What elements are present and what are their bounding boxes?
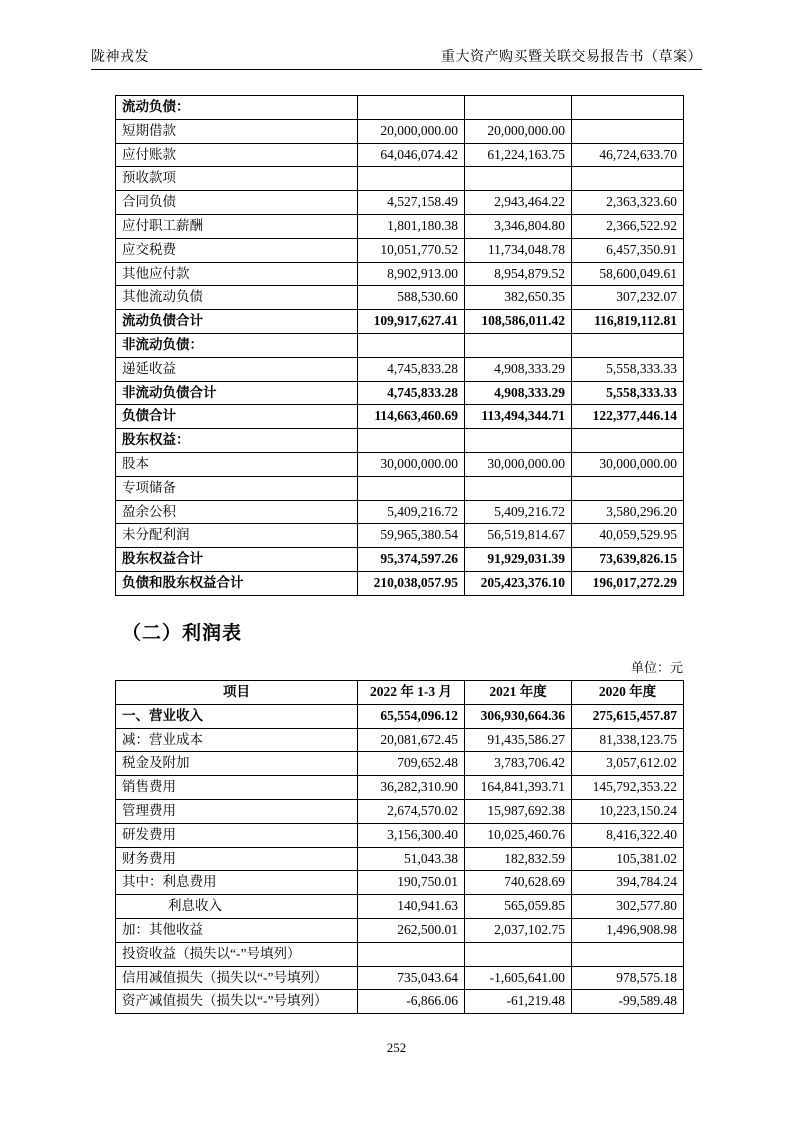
row-label: 盈余公积 (116, 500, 358, 524)
row-label: 未分配利润 (116, 524, 358, 548)
row-value (465, 333, 572, 357)
table-row (116, 966, 684, 990)
row-label: 负债和股东权益合计 (116, 571, 358, 595)
row-value: 51,043.38 (358, 847, 465, 871)
row-value: 4,908,333.29 (465, 357, 572, 381)
column-header: 2020 年度 (572, 681, 684, 705)
row-value: 113,494,344.71 (465, 405, 572, 429)
row-value: 114,663,460.69 (358, 405, 465, 429)
row-label: 应付账款 (116, 143, 358, 167)
row-value (572, 333, 684, 357)
table-row (116, 191, 684, 215)
row-value: 394,784.24 (572, 871, 684, 895)
table-row (116, 847, 684, 871)
table-row (116, 728, 684, 752)
row-value (358, 476, 465, 500)
table-row (116, 918, 684, 942)
row-label: 股东权益合计 (116, 548, 358, 572)
row-label: 合同负债 (116, 191, 358, 215)
row-value: 140,941.63 (358, 895, 465, 919)
row-value: -99,589.48 (572, 990, 684, 1014)
row-value: 182,832.59 (465, 847, 572, 871)
row-value: 5,409,216.72 (358, 500, 465, 524)
row-value: 740,628.69 (465, 871, 572, 895)
row-value: 306,930,664.36 (465, 704, 572, 728)
table-row (116, 871, 684, 895)
row-label: 流动负债： (116, 96, 358, 120)
row-value: 2,674,570.02 (358, 799, 465, 823)
table-row (116, 167, 684, 191)
row-value: 205,423,376.10 (465, 571, 572, 595)
table-row (116, 942, 684, 966)
row-value (465, 429, 572, 453)
row-value: 15,987,692.38 (465, 799, 572, 823)
row-value: 307,232.07 (572, 286, 684, 310)
table-row (116, 333, 684, 357)
row-label: 预收款项 (116, 167, 358, 191)
row-value: 108,586,011.42 (465, 310, 572, 334)
row-value: 190,750.01 (358, 871, 465, 895)
row-value: 5,558,333.33 (572, 381, 684, 405)
row-label: 其他应付款 (116, 262, 358, 286)
table-row (116, 262, 684, 286)
row-value: 109,917,627.41 (358, 310, 465, 334)
row-value (358, 96, 465, 120)
row-value: 2,943,464.22 (465, 191, 572, 215)
row-value: 4,745,833.28 (358, 381, 465, 405)
row-label: 其他流动负债 (116, 286, 358, 310)
row-label: 销售费用 (116, 776, 358, 800)
row-value: 3,346,804.80 (465, 214, 572, 238)
table-row (116, 143, 684, 167)
row-label: 投资收益（损失以“-”号填列） (116, 942, 358, 966)
row-value: 2,037,102.75 (465, 918, 572, 942)
table-row (116, 571, 684, 595)
row-value: 116,819,112.81 (572, 310, 684, 334)
row-value: 20,081,672.45 (358, 728, 465, 752)
row-value: 588,530.60 (358, 286, 465, 310)
row-value: 61,224,163.75 (465, 143, 572, 167)
page-number: 252 (386, 1040, 407, 1055)
row-value: 3,783,706.42 (465, 752, 572, 776)
row-value: 105,381.02 (572, 847, 684, 871)
row-label: 研发费用 (116, 823, 358, 847)
row-value: 81,338,123.75 (572, 728, 684, 752)
row-value: 2,366,522.92 (572, 214, 684, 238)
row-value: 91,929,031.39 (465, 548, 572, 572)
table-row (116, 823, 684, 847)
row-value: 20,000,000.00 (358, 119, 465, 143)
table-row (116, 548, 684, 572)
row-value (358, 333, 465, 357)
row-value: 36,282,310.90 (358, 776, 465, 800)
row-label: 一、营业收入 (116, 704, 358, 728)
row-value: 4,908,333.29 (465, 381, 572, 405)
table-row (116, 500, 684, 524)
row-value: 5,409,216.72 (465, 500, 572, 524)
row-value (572, 167, 684, 191)
row-value: 3,057,612.02 (572, 752, 684, 776)
table-row (116, 895, 684, 919)
row-value (572, 476, 684, 500)
row-value: 10,025,460.76 (465, 823, 572, 847)
row-value (465, 167, 572, 191)
row-value: 3,156,300.40 (358, 823, 465, 847)
row-value: 30,000,000.00 (358, 452, 465, 476)
row-label: 管理费用 (116, 799, 358, 823)
row-value: 196,017,272.29 (572, 571, 684, 595)
row-value: 65,554,096.12 (358, 704, 465, 728)
row-value: -1,605,641.00 (465, 966, 572, 990)
row-value: 10,223,150.24 (572, 799, 684, 823)
table-row (116, 476, 684, 500)
row-value: 1,801,180.38 (358, 214, 465, 238)
header-divider (91, 69, 702, 70)
row-value: 30,000,000.00 (572, 452, 684, 476)
income-statement-body (116, 704, 684, 1013)
row-value: 565,059.85 (465, 895, 572, 919)
row-value: 275,615,457.87 (572, 704, 684, 728)
row-label: 股本 (116, 452, 358, 476)
row-label: 应交税费 (116, 238, 358, 262)
row-value: 4,527,158.49 (358, 191, 465, 215)
row-value: 91,435,586.27 (465, 728, 572, 752)
column-header: 2021 年度 (465, 681, 572, 705)
row-value (465, 942, 572, 966)
table-row (116, 214, 684, 238)
row-value: 302,577.80 (572, 895, 684, 919)
row-value: 210,038,057.95 (358, 571, 465, 595)
row-label: 利息收入 (116, 895, 358, 919)
row-value (358, 429, 465, 453)
row-value: -61,219.48 (465, 990, 572, 1014)
row-value (358, 942, 465, 966)
header-left-title: 陇神戎发 (91, 50, 149, 65)
row-label: 资产减值损失（损失以“-”号填列） (116, 990, 358, 1014)
section-title: （二）利润表 (122, 623, 243, 644)
row-label: 减：营业成本 (116, 728, 358, 752)
row-label: 股东权益： (116, 429, 358, 453)
row-value: 3,580,296.20 (572, 500, 684, 524)
table-row (116, 752, 684, 776)
row-value: -6,866.06 (358, 990, 465, 1014)
row-label: 税金及附加 (116, 752, 358, 776)
row-label: 流动负债合计 (116, 310, 358, 334)
row-value: 58,600,049.61 (572, 262, 684, 286)
row-value: 73,639,826.15 (572, 548, 684, 572)
row-value: 40,059,529.95 (572, 524, 684, 548)
table-row (116, 524, 684, 548)
row-value: 8,902,913.00 (358, 262, 465, 286)
row-label: 递延收益 (116, 357, 358, 381)
table-row (116, 310, 684, 334)
row-label: 信用减值损失（损失以“-”号填列） (116, 966, 358, 990)
page-header (91, 46, 702, 66)
unit-label: 单位：元 (630, 660, 683, 675)
row-value (572, 429, 684, 453)
table-row (116, 405, 684, 429)
row-value: 735,043.64 (358, 966, 465, 990)
table-row (116, 452, 684, 476)
table-row (116, 990, 684, 1014)
row-label: 加：其他收益 (116, 918, 358, 942)
row-value: 8,954,879.52 (465, 262, 572, 286)
row-value: 6,457,350.91 (572, 238, 684, 262)
row-label: 非流动负债： (116, 333, 358, 357)
row-value: 122,377,446.14 (572, 405, 684, 429)
income-statement-table (115, 680, 684, 1014)
row-value: 145,792,353.22 (572, 776, 684, 800)
table-row (116, 238, 684, 262)
table-row (116, 357, 684, 381)
row-value: 4,745,833.28 (358, 357, 465, 381)
row-value (358, 167, 465, 191)
row-value: 382,650.35 (465, 286, 572, 310)
row-value: 10,051,770.52 (358, 238, 465, 262)
table-row (116, 704, 684, 728)
row-value (465, 476, 572, 500)
row-value: 95,374,597.26 (358, 548, 465, 572)
balance-sheet-body (116, 96, 684, 596)
column-header: 2022 年 1-3 月 (358, 681, 465, 705)
row-value: 5,558,333.33 (572, 357, 684, 381)
row-value (572, 119, 684, 143)
row-value (572, 96, 684, 120)
table-row (116, 119, 684, 143)
balance-sheet-table (115, 95, 684, 596)
row-value: 709,652.48 (358, 752, 465, 776)
row-value: 64,046,074.42 (358, 143, 465, 167)
row-label: 负债合计 (116, 405, 358, 429)
table-row (116, 776, 684, 800)
row-value: 1,496,908.98 (572, 918, 684, 942)
table-row (116, 429, 684, 453)
table-row (116, 381, 684, 405)
row-value: 164,841,393.71 (465, 776, 572, 800)
row-value (465, 96, 572, 120)
row-value: 978,575.18 (572, 966, 684, 990)
table-row (116, 286, 684, 310)
row-value: 46,724,633.70 (572, 143, 684, 167)
row-value: 59,965,380.54 (358, 524, 465, 548)
row-label: 应付职工薪酬 (116, 214, 358, 238)
row-label: 其中：利息费用 (116, 871, 358, 895)
row-label: 非流动负债合计 (116, 381, 358, 405)
row-value: 30,000,000.00 (465, 452, 572, 476)
row-value: 2,363,323.60 (572, 191, 684, 215)
table-row (116, 799, 684, 823)
row-label: 财务费用 (116, 847, 358, 871)
row-value (572, 942, 684, 966)
row-label: 专项储备 (116, 476, 358, 500)
column-header: 项目 (116, 681, 358, 705)
row-value: 11,734,048.78 (465, 238, 572, 262)
row-label: 短期借款 (116, 119, 358, 143)
row-value: 262,500.01 (358, 918, 465, 942)
header-right-title: 重大资产购买暨关联交易报告书（草案） (441, 50, 702, 65)
table-row (116, 96, 684, 120)
row-value: 8,416,322.40 (572, 823, 684, 847)
row-value: 56,519,814.67 (465, 524, 572, 548)
income-statement-header-row (116, 681, 684, 705)
row-value: 20,000,000.00 (465, 119, 572, 143)
